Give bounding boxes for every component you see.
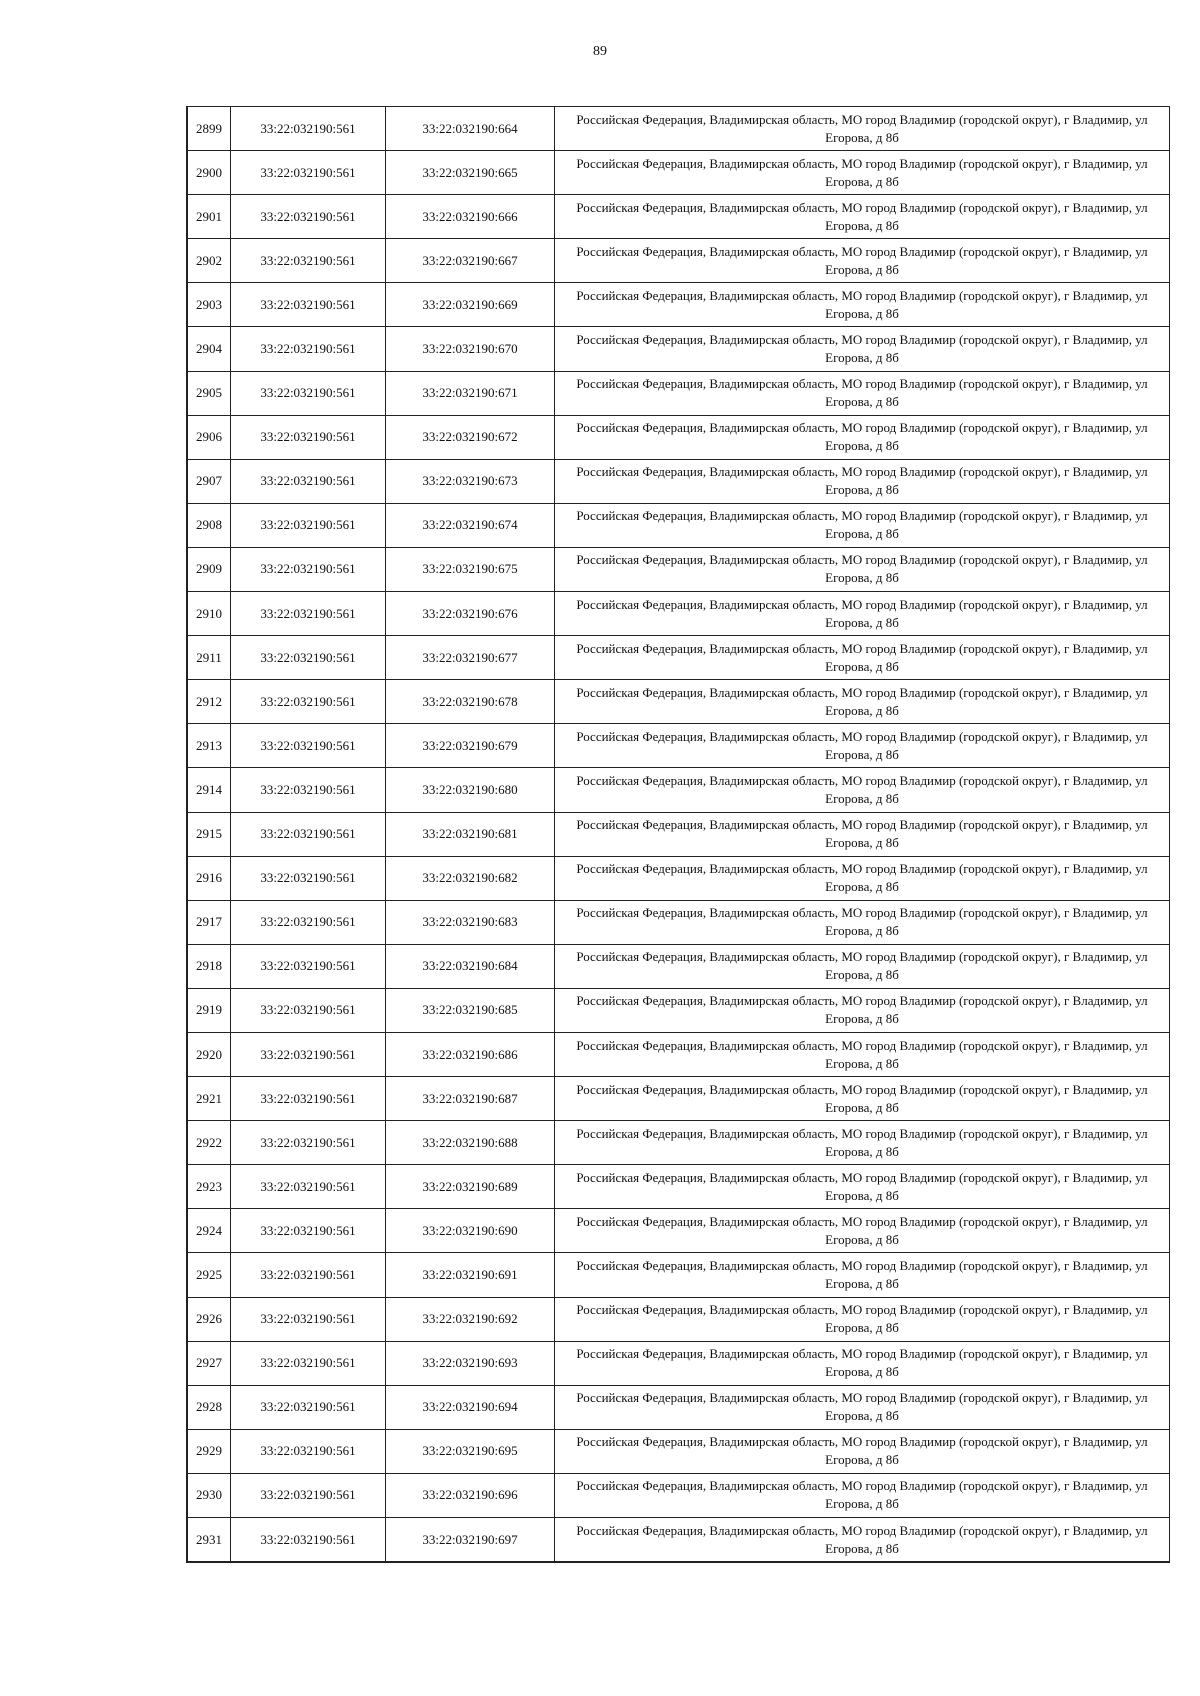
cadastral-number-cell: 33:22:032190:677: [386, 636, 555, 680]
row-number-cell: 2920: [187, 1032, 231, 1076]
cadastral-number-cell: 33:22:032190:676: [386, 592, 555, 636]
row-number-cell: 2907: [187, 459, 231, 503]
cadastral-number-cell: 33:22:032190:667: [386, 239, 555, 283]
cadastral-number-cell: 33:22:032190:674: [386, 503, 555, 547]
address-cell: Российская Федерация, Владимирская область, МО город Владимир (городской округ), г Владимир, ул Егорова, д 8б: [555, 1253, 1170, 1297]
cadastral-number-cell: 33:22:032190:679: [386, 724, 555, 768]
row-number-cell: 2916: [187, 856, 231, 900]
row-number-cell: 2929: [187, 1429, 231, 1473]
parent-cadastral-number-cell: 33:22:032190:561: [231, 1385, 386, 1429]
address-cell: Российская Федерация, Владимирская область, МО город Владимир (городской округ), г Владимир, ул Егорова, д 8б: [555, 812, 1170, 856]
row-number-cell: 2905: [187, 371, 231, 415]
row-number-cell: 2915: [187, 812, 231, 856]
address-cell: Российская Федерация, Владимирская область, МО город Владимир (городской округ), г Владимир, ул Егорова, д 8б: [555, 547, 1170, 591]
parent-cadastral-number-cell: 33:22:032190:561: [231, 1077, 386, 1121]
address-cell: Российская Федерация, Владимирская область, МО город Владимир (городской округ), г Владимир, ул Егорова, д 8б: [555, 459, 1170, 503]
cadastral-number-cell: 33:22:032190:675: [386, 547, 555, 591]
parcel-table: [186, 106, 1170, 1563]
table-row: [187, 1165, 1170, 1209]
cadastral-number-cell: 33:22:032190:686: [386, 1032, 555, 1076]
address-cell: Российская Федерация, Владимирская область, МО город Владимир (городской округ), г Владимир, ул Егорова, д 8б: [555, 1385, 1170, 1429]
table-row: [187, 900, 1170, 944]
cadastral-number-cell: 33:22:032190:681: [386, 812, 555, 856]
parent-cadastral-number-cell: 33:22:032190:561: [231, 503, 386, 547]
parent-cadastral-number-cell: 33:22:032190:561: [231, 812, 386, 856]
table-row: [187, 856, 1170, 900]
row-number-cell: 2917: [187, 900, 231, 944]
cadastral-number-cell: 33:22:032190:695: [386, 1429, 555, 1473]
page-number: 89: [593, 44, 607, 59]
parent-cadastral-number-cell: 33:22:032190:561: [231, 1032, 386, 1076]
table-row: [187, 1077, 1170, 1121]
address-cell: Российская Федерация, Владимирская область, МО город Владимир (городской округ), г Владимир, ул Егорова, д 8б: [555, 1297, 1170, 1341]
cadastral-number-cell: 33:22:032190:690: [386, 1209, 555, 1253]
table-row: [187, 327, 1170, 371]
address-cell: Российская Федерация, Владимирская область, МО город Владимир (городской округ), г Владимир, ул Егорова, д 8б: [555, 415, 1170, 459]
parent-cadastral-number-cell: 33:22:032190:561: [231, 1473, 386, 1517]
cadastral-number-cell: 33:22:032190:687: [386, 1077, 555, 1121]
cadastral-number-cell: 33:22:032190:680: [386, 768, 555, 812]
parent-cadastral-number-cell: 33:22:032190:561: [231, 459, 386, 503]
address-cell: Российская Федерация, Владимирская область, МО город Владимир (городской округ), г Владимир, ул Егорова, д 8б: [555, 195, 1170, 239]
row-number-cell: 2901: [187, 195, 231, 239]
address-cell: Российская Федерация, Владимирская область, МО город Владимир (городской округ), г Владимир, ул Егорова, д 8б: [555, 1032, 1170, 1076]
parent-cadastral-number-cell: 33:22:032190:561: [231, 680, 386, 724]
parent-cadastral-number-cell: 33:22:032190:561: [231, 239, 386, 283]
parcel-table-body: [187, 107, 1170, 1563]
parent-cadastral-number-cell: 33:22:032190:561: [231, 283, 386, 327]
row-number-cell: 2922: [187, 1121, 231, 1165]
row-number-cell: 2902: [187, 239, 231, 283]
cadastral-number-cell: 33:22:032190:689: [386, 1165, 555, 1209]
address-cell: Российская Федерация, Владимирская область, МО город Владимир (городской округ), г Владимир, ул Егорова, д 8б: [555, 107, 1170, 151]
address-cell: Российская Федерация, Владимирская область, МО город Владимир (городской округ), г Владимир, ул Егорова, д 8б: [555, 283, 1170, 327]
table-row: [187, 724, 1170, 768]
parent-cadastral-number-cell: 33:22:032190:561: [231, 856, 386, 900]
address-cell: Российская Федерация, Владимирская область, МО город Владимир (городской округ), г Владимир, ул Егорова, д 8б: [555, 592, 1170, 636]
table-row: [187, 636, 1170, 680]
parent-cadastral-number-cell: 33:22:032190:561: [231, 900, 386, 944]
address-cell: Российская Федерация, Владимирская область, МО город Владимир (городской округ), г Владимир, ул Егорова, д 8б: [555, 988, 1170, 1032]
row-number-cell: 2900: [187, 151, 231, 195]
cadastral-number-cell: 33:22:032190:672: [386, 415, 555, 459]
row-number-cell: 2926: [187, 1297, 231, 1341]
parent-cadastral-number-cell: 33:22:032190:561: [231, 1341, 386, 1385]
row-number-cell: 2912: [187, 680, 231, 724]
table-row: [187, 1429, 1170, 1473]
parent-cadastral-number-cell: 33:22:032190:561: [231, 195, 386, 239]
row-number-cell: 2923: [187, 1165, 231, 1209]
table-row: [187, 151, 1170, 195]
address-cell: Российская Федерация, Владимирская область, МО город Владимир (городской округ), г Владимир, ул Егорова, д 8б: [555, 1121, 1170, 1165]
parent-cadastral-number-cell: 33:22:032190:561: [231, 1209, 386, 1253]
table-row: [187, 680, 1170, 724]
cadastral-number-cell: 33:22:032190:688: [386, 1121, 555, 1165]
cadastral-number-cell: 33:22:032190:683: [386, 900, 555, 944]
parent-cadastral-number-cell: 33:22:032190:561: [231, 1429, 386, 1473]
row-number-cell: 2909: [187, 547, 231, 591]
table-row: [187, 547, 1170, 591]
cadastral-number-cell: 33:22:032190:684: [386, 944, 555, 988]
parent-cadastral-number-cell: 33:22:032190:561: [231, 1518, 386, 1563]
cadastral-number-cell: 33:22:032190:669: [386, 283, 555, 327]
parent-cadastral-number-cell: 33:22:032190:561: [231, 724, 386, 768]
row-number-cell: 2906: [187, 415, 231, 459]
cadastral-number-cell: 33:22:032190:692: [386, 1297, 555, 1341]
address-cell: Российская Федерация, Владимирская область, МО город Владимир (городской округ), г Владимир, ул Егорова, д 8б: [555, 636, 1170, 680]
address-cell: Российская Федерация, Владимирская область, МО город Владимир (городской округ), г Владимир, ул Егорова, д 8б: [555, 1473, 1170, 1517]
row-number-cell: 2910: [187, 592, 231, 636]
table-row: [187, 768, 1170, 812]
table-row: [187, 503, 1170, 547]
parent-cadastral-number-cell: 33:22:032190:561: [231, 371, 386, 415]
row-number-cell: 2914: [187, 768, 231, 812]
row-number-cell: 2899: [187, 107, 231, 151]
address-cell: Российская Федерация, Владимирская область, МО город Владимир (городской округ), г Владимир, ул Егорова, д 8б: [555, 151, 1170, 195]
parent-cadastral-number-cell: 33:22:032190:561: [231, 1297, 386, 1341]
table-row: [187, 988, 1170, 1032]
table-row: [187, 592, 1170, 636]
table-row: [187, 371, 1170, 415]
row-number-cell: 2911: [187, 636, 231, 680]
cadastral-number-cell: 33:22:032190:678: [386, 680, 555, 724]
row-number-cell: 2930: [187, 1473, 231, 1517]
cadastral-number-cell: 33:22:032190:696: [386, 1473, 555, 1517]
row-number-cell: 2927: [187, 1341, 231, 1385]
row-number-cell: 2931: [187, 1518, 231, 1563]
parent-cadastral-number-cell: 33:22:032190:561: [231, 547, 386, 591]
row-number-cell: 2913: [187, 724, 231, 768]
parent-cadastral-number-cell: 33:22:032190:561: [231, 151, 386, 195]
table-row: [187, 107, 1170, 151]
row-number-cell: 2919: [187, 988, 231, 1032]
cadastral-number-cell: 33:22:032190:694: [386, 1385, 555, 1429]
address-cell: Российская Федерация, Владимирская область, МО город Владимир (городской округ), г Владимир, ул Егорова, д 8б: [555, 1165, 1170, 1209]
row-number-cell: 2921: [187, 1077, 231, 1121]
table-row: [187, 415, 1170, 459]
row-number-cell: 2928: [187, 1385, 231, 1429]
row-number-cell: 2924: [187, 1209, 231, 1253]
address-cell: Российская Федерация, Владимирская область, МО город Владимир (городской округ), г Владимир, ул Егорова, д 8б: [555, 768, 1170, 812]
row-number-cell: 2904: [187, 327, 231, 371]
cadastral-number-cell: 33:22:032190:693: [386, 1341, 555, 1385]
address-cell: Российская Федерация, Владимирская область, МО город Владимир (городской округ), г Владимир, ул Егорова, д 8б: [555, 371, 1170, 415]
cadastral-number-cell: 33:22:032190:691: [386, 1253, 555, 1297]
table-row: [187, 239, 1170, 283]
address-cell: Российская Федерация, Владимирская область, МО город Владимир (городской округ), г Владимир, ул Егорова, д 8б: [555, 1518, 1170, 1563]
address-cell: Российская Федерация, Владимирская область, МО город Владимир (городской округ), г Владимир, ул Егорова, д 8б: [555, 680, 1170, 724]
address-cell: Российская Федерация, Владимирская область, МО город Владимир (городской округ), г Владимир, ул Егорова, д 8б: [555, 944, 1170, 988]
address-cell: Российская Федерация, Владимирская область, МО город Владимир (городской округ), г Владимир, ул Егорова, д 8б: [555, 1209, 1170, 1253]
parent-cadastral-number-cell: 33:22:032190:561: [231, 1165, 386, 1209]
parent-cadastral-number-cell: 33:22:032190:561: [231, 636, 386, 680]
cadastral-number-cell: 33:22:032190:682: [386, 856, 555, 900]
table-row: [187, 1341, 1170, 1385]
row-number-cell: 2925: [187, 1253, 231, 1297]
parent-cadastral-number-cell: 33:22:032190:561: [231, 944, 386, 988]
table-row: [187, 1121, 1170, 1165]
parent-cadastral-number-cell: 33:22:032190:561: [231, 1253, 386, 1297]
address-cell: Российская Федерация, Владимирская область, МО город Владимир (городской округ), г Владимир, ул Егорова, д 8б: [555, 856, 1170, 900]
parent-cadastral-number-cell: 33:22:032190:561: [231, 107, 386, 151]
row-number-cell: 2908: [187, 503, 231, 547]
cadastral-number-cell: 33:22:032190:673: [386, 459, 555, 503]
cadastral-number-cell: 33:22:032190:665: [386, 151, 555, 195]
table-row: [187, 1253, 1170, 1297]
cadastral-number-cell: 33:22:032190:671: [386, 371, 555, 415]
address-cell: Российская Федерация, Владимирская область, МО город Владимир (городской округ), г Владимир, ул Егорова, д 8б: [555, 900, 1170, 944]
table-row: [187, 812, 1170, 856]
parent-cadastral-number-cell: 33:22:032190:561: [231, 592, 386, 636]
table-row: [187, 283, 1170, 327]
cadastral-number-cell: 33:22:032190:670: [386, 327, 555, 371]
table-row: [187, 1209, 1170, 1253]
table-row: [187, 1385, 1170, 1429]
table-row: [187, 1032, 1170, 1076]
address-cell: Российская Федерация, Владимирская область, МО город Владимир (городской округ), г Владимир, ул Егорова, д 8б: [555, 1429, 1170, 1473]
address-cell: Российская Федерация, Владимирская область, МО город Владимир (городской округ), г Владимир, ул Егорова, д 8б: [555, 1341, 1170, 1385]
address-cell: Российская Федерация, Владимирская область, МО город Владимир (городской округ), г Владимир, ул Егорова, д 8б: [555, 239, 1170, 283]
address-cell: Российская Федерация, Владимирская область, МО город Владимир (городской округ), г Владимир, ул Егорова, д 8б: [555, 1077, 1170, 1121]
table-row: [187, 1297, 1170, 1341]
address-cell: Российская Федерация, Владимирская область, МО город Владимир (городской округ), г Владимир, ул Егорова, д 8б: [555, 327, 1170, 371]
parent-cadastral-number-cell: 33:22:032190:561: [231, 988, 386, 1032]
parent-cadastral-number-cell: 33:22:032190:561: [231, 415, 386, 459]
cadastral-number-cell: 33:22:032190:685: [386, 988, 555, 1032]
parent-cadastral-number-cell: 33:22:032190:561: [231, 327, 386, 371]
table-row: [187, 1473, 1170, 1517]
table-row: [187, 944, 1170, 988]
cadastral-number-cell: 33:22:032190:666: [386, 195, 555, 239]
address-cell: Российская Федерация, Владимирская область, МО город Владимир (городской округ), г Владимир, ул Егорова, д 8б: [555, 503, 1170, 547]
table-row: [187, 1518, 1170, 1563]
cadastral-number-cell: 33:22:032190:664: [386, 107, 555, 151]
cadastral-number-cell: 33:22:032190:697: [386, 1518, 555, 1563]
parent-cadastral-number-cell: 33:22:032190:561: [231, 768, 386, 812]
table-row: [187, 195, 1170, 239]
table-row: [187, 459, 1170, 503]
row-number-cell: 2918: [187, 944, 231, 988]
parent-cadastral-number-cell: 33:22:032190:561: [231, 1121, 386, 1165]
row-number-cell: 2903: [187, 283, 231, 327]
address-cell: Российская Федерация, Владимирская область, МО город Владимир (городской округ), г Владимир, ул Егорова, д 8б: [555, 724, 1170, 768]
